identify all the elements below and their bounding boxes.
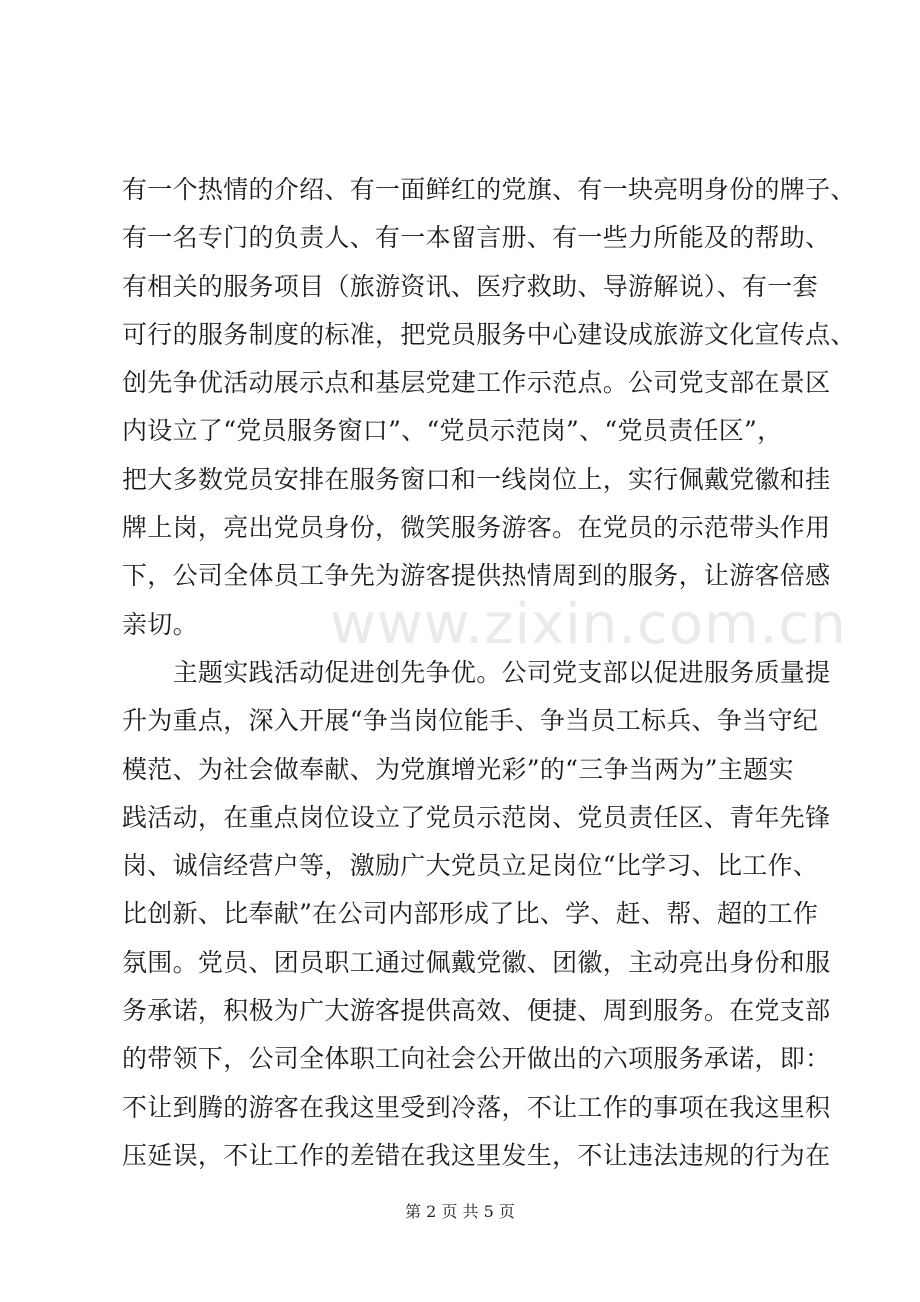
text-line: 下，公司全体员工争先为游客提供热情周到的服务，让游客倍感 xyxy=(122,561,831,591)
text-line: 压延误，不让工作的差错在我这里发生，不让违法违规的行为在 xyxy=(122,1140,831,1170)
text-line: 内设立了“党员服务窗口”、“党员示范岗”、“党员责任区”， xyxy=(122,416,783,446)
text-line: 可行的服务制度的标准，把党员服务中心建设成旅游文化宣传点、 xyxy=(122,319,856,349)
text-line: 模范、为社会做奉献、为党旗增光彩”的“三争当两为”主题实 xyxy=(122,754,794,784)
text-line: 践活动，在重点岗位设立了党员示范岗、党员责任区、青年先锋 xyxy=(122,802,831,832)
text-line: 岗、诚信经营户等，激励广大党员立足岗位“比学习、比工作、 xyxy=(122,851,819,881)
text-line: 亲切。 xyxy=(122,609,198,639)
paragraph-start-line: 主题实践活动促进创先争优。公司党支部以促进服务质量提 xyxy=(122,657,831,687)
page-footer: 第 2 页 共 5 页 xyxy=(405,1202,515,1221)
text-line: 务承诺，积极为广大游客提供高效、便捷、周到服务。在党支部 xyxy=(122,996,831,1026)
text-line: 创先争优活动展示点和基层党建工作示范点。公司党支部在景区 xyxy=(122,368,831,398)
text-line: 不让到腾的游客在我这里受到冷落，不让工作的事项在我这里积 xyxy=(122,1092,831,1122)
text-line: 把大多数党员安排在服务窗口和一线岗位上，实行佩戴党徽和挂 xyxy=(122,464,831,494)
text-line: 牌上岗，亮出党员身份，微笑服务游客。在党员的示范带头作用 xyxy=(122,513,831,543)
text-line: 有一名专门的负责人、有一本留言册、有一些力所能及的帮助、 xyxy=(122,223,831,253)
watermark: www.zixin.com.cn xyxy=(330,592,847,657)
text-line: 升为重点，深入开展“争当岗位能手、争当员工标兵、争当守纪 xyxy=(122,706,819,736)
text-line: 有一个热情的介绍、有一面鲜红的党旗、有一块亮明身份的牌子、 xyxy=(122,175,856,204)
text-line: 氛围。党员、团员职工通过佩戴党徽、团徽，主动亮出身份和服 xyxy=(122,947,831,977)
text-line: 有相关的服务项目（旅游资讯、医疗救助、导游解说）、有一套 xyxy=(122,271,818,301)
text-line: 比创新、比奉献”在公司内部形成了比、学、赶、帮、超的工作 xyxy=(122,899,819,929)
text-line: 的带领下，公司全体职工向社会公开做出的六项服务承诺，即： xyxy=(122,1044,831,1074)
body-text xyxy=(122,166,856,1180)
